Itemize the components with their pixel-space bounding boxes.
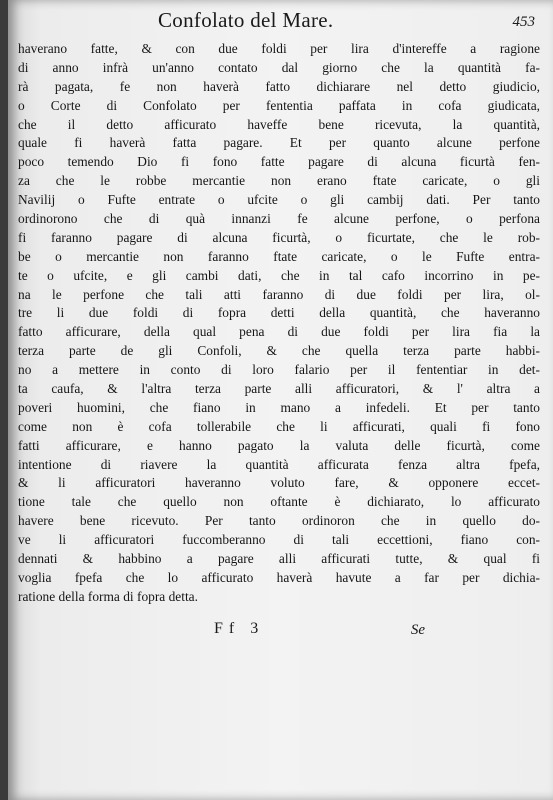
text-line: o Corte di Confolato per fententia paffata in cofa giudicata, bbox=[18, 97, 540, 113]
text-line: ordinorono che di quà innanzi fe alcune perfone, o perfona bbox=[18, 211, 540, 227]
text-line: quale fi haverà fatta pagare. Et per quanto alcune perfone bbox=[18, 135, 540, 151]
text-line: haverano fatte, & con due foldi per lira d'intereffe a ragione bbox=[18, 41, 540, 56]
body-text bbox=[18, 40, 540, 607]
text-line: di anno infrà un'anno contato dal giorno che la quantità fa- bbox=[18, 59, 540, 75]
text-line: intentione di riavere la quantità afficurata fenza altra fpefa, bbox=[18, 456, 540, 472]
book-page bbox=[8, 0, 553, 800]
text-line: come non è cofa tollerabile che li afficurati, quali fi fono bbox=[18, 418, 540, 434]
text-line: ta caufa, & l'altra terza parte alli afficuratori, & l' altra a bbox=[18, 381, 540, 397]
text-line: rà pagata, fe non haverà fatto dichiarare nel detto giudicio, bbox=[18, 78, 540, 94]
text-line: poveri huomini, che fiano in mano a infedeli. Et per tanto bbox=[18, 399, 540, 415]
text-line: tre li due foldi di fopra detti della quantità, che haveranno bbox=[18, 305, 540, 321]
running-title: Confolato del Mare. bbox=[158, 8, 334, 32]
text-line: terza parte de gli Confoli, & che quella terza parte habbi- bbox=[18, 343, 540, 359]
page-header bbox=[8, 8, 553, 36]
signature-mark: Ff 3 bbox=[214, 620, 265, 637]
text-line: be o mercantie non faranno ftate caricate, o le Fufte entra- bbox=[18, 248, 540, 264]
text-line: na le perfone che tali atti faranno di due foldi per lira, ol- bbox=[18, 286, 540, 302]
text-line: no a mettere in conto di loro falario per il fententiar in det- bbox=[18, 362, 540, 378]
text-line: Navilij o Fufte entrate o ufcite o gli cambij dati. Per tanto bbox=[18, 192, 540, 208]
text-line: & li afficuratori haveranno voluto fare, & opponere eccet- bbox=[18, 475, 540, 491]
text-line: havere bene ricevuto. Per tanto ordinoron che in quello do- bbox=[18, 513, 540, 529]
text-line: che il detto afficurato haveffe bene ricevuta, la quantità, bbox=[18, 116, 540, 132]
text-line: dennati & habbino a pagare alli afficurati tutte, & qual fi bbox=[18, 551, 540, 567]
page-number: 453 bbox=[512, 14, 535, 30]
text-line: ratione della forma di fopra detta. bbox=[18, 588, 198, 604]
text-line: za che le robbe mercantie non erano ftate caricate, o gli bbox=[18, 173, 540, 189]
text-line: fi faranno pagare di alcuna ficurtà, o ficurtate, che le rob- bbox=[18, 229, 540, 245]
text-line: fatti afficurare, e hanno pagato la valuta delle ficurtà, come bbox=[18, 437, 540, 453]
text-line: tione tale che quello non oftante è dichiarato, lo afficurato bbox=[18, 494, 540, 510]
text-line: te o ufcite, e gli cambi dati, che in tal cafo incorrino in pe- bbox=[18, 267, 540, 283]
text-line: voglia fpefa che lo afficurato haverà havute a far per dichia- bbox=[18, 569, 540, 585]
text-line: poco temendo Dio fi fono fatte pagare di alcuna ficurtà fen- bbox=[18, 154, 540, 170]
text-line: fatto afficurare, della qual pena di due foldi per lira fia la bbox=[18, 324, 540, 340]
text-line: ve li afficuratori fuccomberanno di tali eccettioni, fiano con- bbox=[18, 532, 540, 548]
catchword: Se bbox=[410, 622, 425, 638]
